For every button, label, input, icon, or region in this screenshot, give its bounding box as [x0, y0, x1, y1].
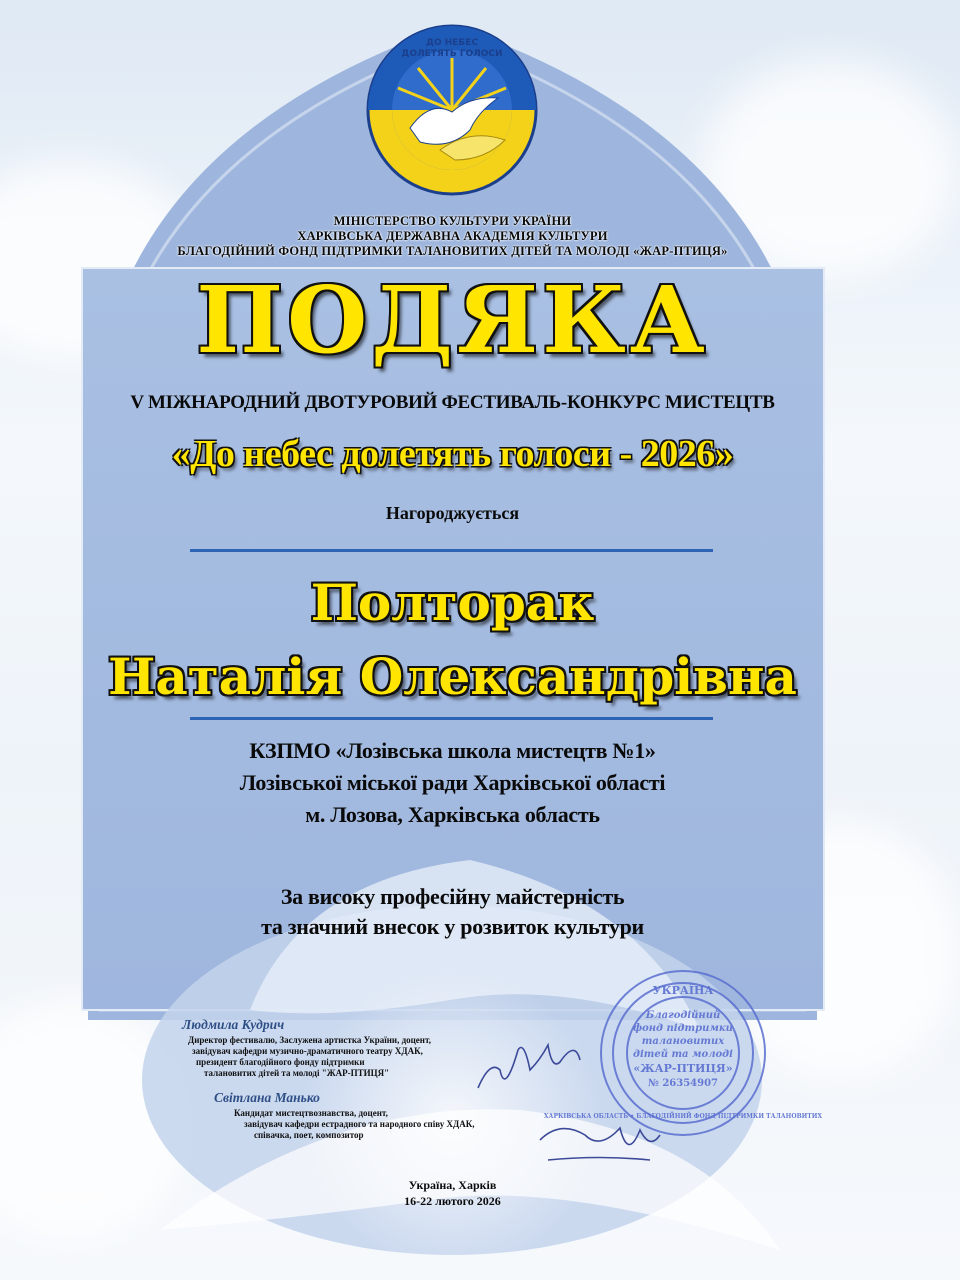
- reason-line: та значний внесок у розвиток культури: [261, 914, 644, 939]
- issuer-header: [0, 214, 905, 259]
- festival-name: «До небес долетять голоси - 2026»: [171, 433, 734, 475]
- stamp-line: Благодійний: [645, 1010, 721, 1021]
- signatory-2: [214, 1090, 475, 1141]
- svg-text:ДОЛЕТЯТЬ ГОЛОСИ: ДОЛЕТЯТЬ ГОЛОСИ: [401, 49, 503, 59]
- organization-line: КЗПМО «Лозівська школа мистецтв №1»: [249, 738, 656, 763]
- stamp-line: «ЖАР-ПТИЦЯ»: [633, 1062, 733, 1075]
- organization-line: м. Лозова, Харківська область: [305, 802, 600, 827]
- stamp-top-text: УКРАЇНА: [652, 984, 714, 997]
- issue-place: Україна, Харків: [408, 1178, 497, 1192]
- foundation-stamp: [543, 968, 823, 1138]
- stamp-line: талановитих: [641, 1036, 725, 1047]
- signatory-title: співачка, поет, композитор: [254, 1130, 364, 1140]
- divider-bottom: [190, 717, 713, 720]
- issue-place-date: [0, 1177, 905, 1209]
- signatory-title: Кандидат мистецтвознавства, доцент,: [234, 1108, 388, 1118]
- stamp-line: фонд підтримки: [633, 1023, 733, 1034]
- signatory-name: Людмила Кудрич: [182, 1017, 285, 1032]
- festival-subtitle: V МІЖНАРОДНИЙ ДВОТУРОВИЙ ФЕСТИВАЛЬ-КОНКУРС МИСТЕЦТВ: [130, 392, 775, 413]
- header-line: БЛАГОДІЙНИЙ ФОНД ПІДТРИМКИ ТАЛАНОВИТИХ ДІТЕЙ ТА МОЛОДІ «ЖАР-ПТИЦЯ»: [177, 244, 728, 258]
- recipient-given-name: Наталія Олександрівна: [108, 647, 797, 706]
- issue-dates: 16-22 лютого 2026: [404, 1194, 501, 1208]
- signatory-title: завідувач кафедри естрадного та народного співу ХДАК,: [244, 1119, 475, 1129]
- header-line: ХАРКІВСЬКА ДЕРЖАВНА АКАДЕМІЯ КУЛЬТУРИ: [297, 229, 608, 243]
- award-reason: [0, 882, 905, 942]
- signatory-1: [182, 1017, 431, 1079]
- signatory-title: завідувач кафедри музично-драматичного театру ХДАК,: [192, 1046, 423, 1056]
- stamp-ring-text: ХАРКІВСЬКА ОБЛАСТЬ • БЛАГОДІЙНИЙ ФОНД ПІДТРИМКИ ТАЛАНОВИТИХ: [543, 1113, 823, 1120]
- divider-top: [190, 549, 713, 552]
- organization-block: [0, 735, 905, 831]
- stamp-line: № 26354907: [647, 1078, 719, 1089]
- header-line: МІНІСТЕРСТВО КУЛЬТУРИ УКРАЇНИ: [333, 214, 572, 228]
- svg-text:ДО НЕБЕС: ДО НЕБЕС: [425, 38, 479, 48]
- festival-logo: [368, 26, 536, 194]
- organization-line: Лозівської міської ради Харківської області: [239, 770, 666, 795]
- certificate-title: ПОДЯКА: [196, 266, 709, 374]
- signatory-name: Світлана Манько: [214, 1090, 320, 1105]
- signatory-title: президент благодійного фонду підтримки: [196, 1057, 365, 1067]
- stamp-line: дітей та молоді: [633, 1049, 733, 1060]
- reason-line: За високу професійну майстерність: [280, 884, 625, 909]
- recipient-surname: Полторак: [310, 573, 595, 632]
- awarded-label: Нагороджується: [385, 503, 520, 523]
- signatory-title: талановитих дітей та молоді "ЖАР-ПТИЦЯ": [204, 1068, 390, 1078]
- signatory-title: Директор фестивалю, Заслужена артистка України, доцент,: [188, 1035, 431, 1045]
